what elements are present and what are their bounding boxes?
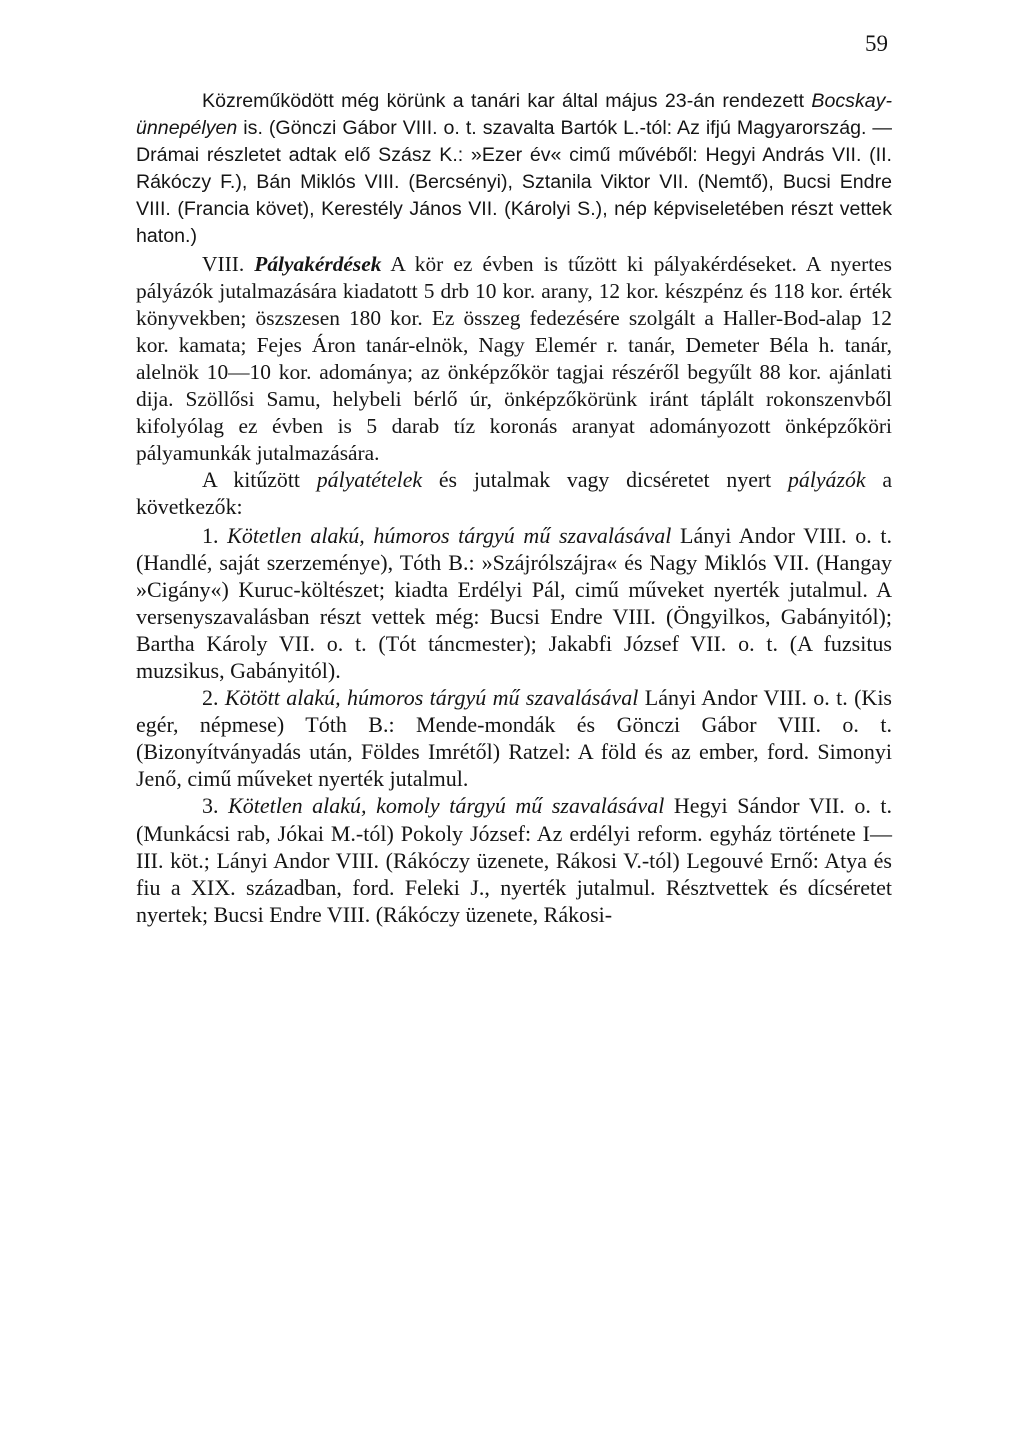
paragraph-item-2	[136, 684, 892, 792]
page-number: 59	[865, 31, 888, 56]
item-number: 1.	[202, 522, 228, 548]
paragraph-ceremony	[136, 88, 892, 251]
item-title: Kötetlen alakú, húmoros tárgyú mű szavalásával	[227, 522, 672, 548]
item-title: Kötött alakú, húmoros tárgyú mű szavalásával	[224, 685, 639, 711]
text-run: is. (Gönczi Gábor VIII. o. t. szavalta Bartók L.-tól: Az ifjú Magyarország. — Drámai részletet adtak elő Szász K.: »Ezer év« cimű művéből: Hegyi András VII. (II. Rákóczy F.), Bán Miklós VIII. (Bercsényi), Sztanila Viktor VII. (Nemtő), Bucsi Endre VIII. (Francia követ), Kerestély János VII. (Károlyi S.), nép képviseletében részt vettek haton.)	[136, 117, 892, 248]
section-number: VIII.	[202, 251, 255, 276]
paragraph-prize-questions	[136, 251, 892, 468]
text-run: Lányi Andor VIII. o. t. (Kis egér, népmese) Tóth B.: Mende-mondák és Gönczi Gábor VIII. o. t. (Bizonyítványadás után, Földes Imrétől) Ratzel: A föld és az ember, ford. Simonyi Jenő, cimű műveket nyerték jutalmul.	[136, 685, 892, 792]
italic-run: pályázók	[788, 468, 866, 493]
italic-run: Bocskay-ünnepélyen	[136, 90, 892, 140]
italic-run: pályatételek	[316, 468, 423, 493]
text-run: Közreműködött még körünk a tanári kar által május 23-án rendezett	[202, 90, 812, 112]
document-body	[136, 88, 892, 928]
paragraph-topics-intro	[136, 467, 892, 521]
text-run: Hegyi Sándor VII. o. t. (Munkácsi rab, Jókai M.-tól) Pokoly József: Az erdélyi reform. egyház története I—III. köt.; Lányi Andor VIII. (Rákóczy üzenete, Rákosi V.-tól) Legouvé Ernő: Atya és fiu a XIX. században, ford. Feleki J., nyerték jutalmul. Résztvettek és dícséretet nyertek; Bucsi Endre VIII. (Rákóczy üzenete, Rákosi-	[136, 793, 892, 927]
text-run: A kör ez évben is tűzött ki pályakérdéseket. A nyertes pályázók jutalmazására kiadatott 5 drb 10 kor. arany, 12 kor. készpénz és 118 kor. érték könyvekben; öszszesen 180 kor. Ez összeg fedezésére szolgált a Haller-Bod-alap 12 kor. kamata; Fejes Áron tanár-elnök, Nagy Elemér r. tanár, Demeter Béla h. tanár, alelnök 10—10 kor. adománya; az önképzőkör tagjai részéről begyűlt 88 kor. ajánlati dija. Szöllősi Samu, helybeli bérlő úr, önképzőkörünk iránt táplált rokonszenvből kifolyólag ez évben is 5 darab tíz koronás aranyat adományozott önképzőköri pályamunkák jutalmazására.	[136, 251, 892, 466]
item-number: 3.	[202, 793, 229, 819]
item-title: Kötetlen alakú, komoly tárgyú mű szavalásával	[228, 793, 665, 819]
text-run: és jutalmak vagy dicséretet nyert	[422, 468, 789, 493]
text-run: A kitűzött	[202, 468, 317, 493]
section-heading: Pályakérdések	[254, 251, 382, 276]
paragraph-item-1	[136, 522, 892, 685]
text-run: a következők:	[136, 468, 893, 520]
paragraph-item-3	[136, 792, 892, 927]
text-run: Lányi Andor VIII. o. t. (Handlé, saját szerzeménye), Tóth B.: »Szájrólszájra« és Nagy Miklós VII. (Hangay »Cigány«) Kuruc-költészet; kiadta Erdélyi Pál, cimű műveket nyerték jutalmul. A versenyszavalásban részt vettek még: Bucsi Endre VIII. (Öngyilkos, Gabányitól); Bartha Károly VII. o. t. (Tót táncmester); Jakabfi József VII. o. t. (A fuzsitus muzsikus, Gabányitól).	[136, 522, 892, 683]
item-number: 2.	[202, 685, 225, 711]
